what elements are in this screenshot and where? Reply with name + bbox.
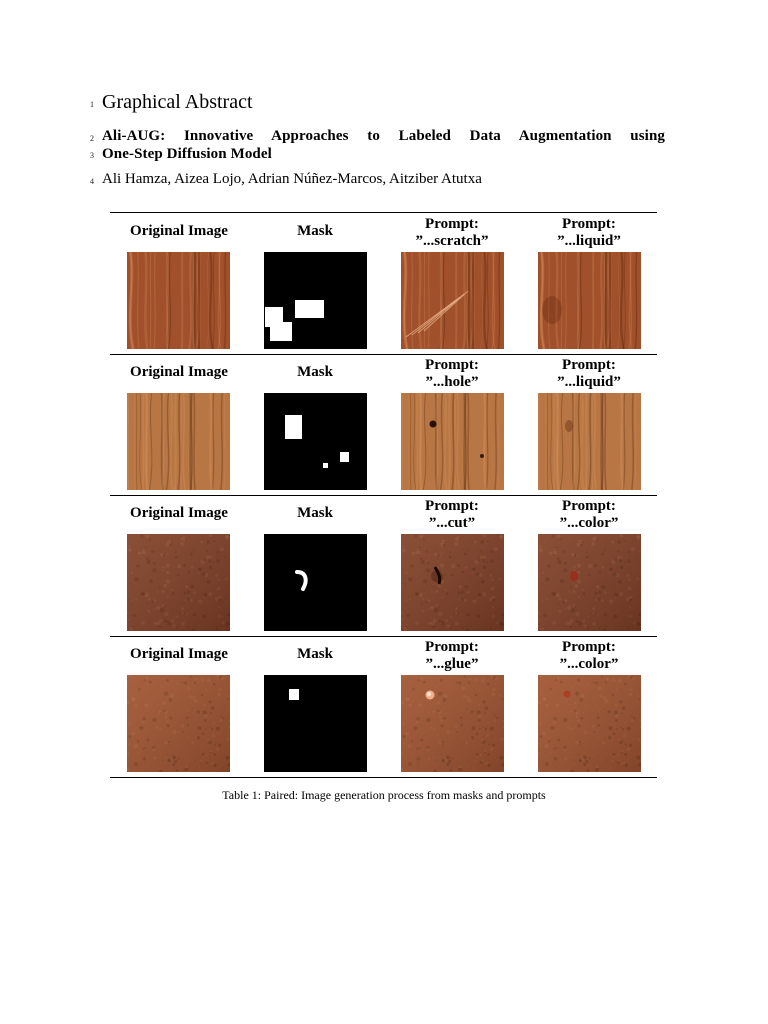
header-line: Mask [297,223,333,239]
header-line: ”...glue” [425,656,479,672]
header-line: Prompt: [425,498,479,514]
generated-image-prompt-1 [401,534,504,631]
mask-image [264,393,367,490]
line-number: 4 [90,177,94,186]
table-header-cell [377,639,527,673]
table-header-cell [240,223,390,240]
header-line: ”...hole” [425,374,479,390]
table-caption: Table 1: Paired: Image generation process from masks and prompts [222,788,546,802]
header-line: ”...color” [559,656,619,672]
header-line: Mask [297,505,333,521]
table-row-rule [110,636,657,637]
generated-image-prompt-1 [401,252,504,349]
generated-image-prompt-2 [538,252,641,349]
table-header-cell [377,216,527,250]
mask-image [264,675,367,772]
table-header-cell [377,498,527,532]
header-line: Original Image [130,646,228,662]
section-heading: Graphical Abstract [102,91,253,113]
original-image [127,534,230,631]
original-image [127,393,230,490]
generated-image-prompt-2 [538,534,641,631]
table-header-cell [104,505,254,522]
generated-image-prompt-1 [401,675,504,772]
header-line: Mask [297,646,333,662]
line-number: 3 [90,151,94,160]
author-list: Ali Hamza, Aizea Lojo, Adrian Núñez-Marcos, Aitziber Atutxa [102,171,482,187]
generated-image-prompt-2 [538,675,641,772]
table-bottom-rule [110,777,657,778]
table-header-cell [377,357,527,391]
table-header-cell [104,223,254,240]
table-header-cell [240,505,390,522]
table-row-rule [110,354,657,355]
original-image [127,675,230,772]
header-line: ”...color” [559,515,619,531]
paper-title-line2: One-Step Diffusion Model [102,146,272,162]
header-line: Original Image [130,223,228,239]
generated-image-prompt-2 [538,393,641,490]
table-header-cell [514,357,664,391]
table-header-cell [104,646,254,663]
table-header-cell [240,646,390,663]
header-line: Original Image [130,364,228,380]
header-line: Prompt: [562,216,616,232]
table-header-cell [514,216,664,250]
line-number: 1 [90,100,94,109]
header-line: ”...liquid” [557,233,621,249]
table-header-cell [514,498,664,532]
header-line: Prompt: [425,216,479,232]
header-line: Prompt: [562,639,616,655]
table-header-cell [104,364,254,381]
header-line: ”...liquid” [557,374,621,390]
mask-image [264,534,367,631]
header-line: Prompt: [562,357,616,373]
original-image [127,252,230,349]
header-line: Prompt: [425,357,479,373]
header-line: ”...cut” [428,515,476,531]
table-top-rule [110,212,657,213]
generated-image-prompt-1 [401,393,504,490]
header-line: ”...scratch” [415,233,489,249]
table-header-cell [240,364,390,381]
paper-title-line1: Ali-AUG: Innovative Approaches to Labeled Data Augmentation using [102,128,665,144]
header-line: Mask [297,364,333,380]
table-row-rule [110,495,657,496]
table-header-cell [514,639,664,673]
header-line: Prompt: [562,498,616,514]
line-number: 2 [90,134,94,143]
mask-image [264,252,367,349]
header-line: Original Image [130,505,228,521]
header-line: Prompt: [425,639,479,655]
